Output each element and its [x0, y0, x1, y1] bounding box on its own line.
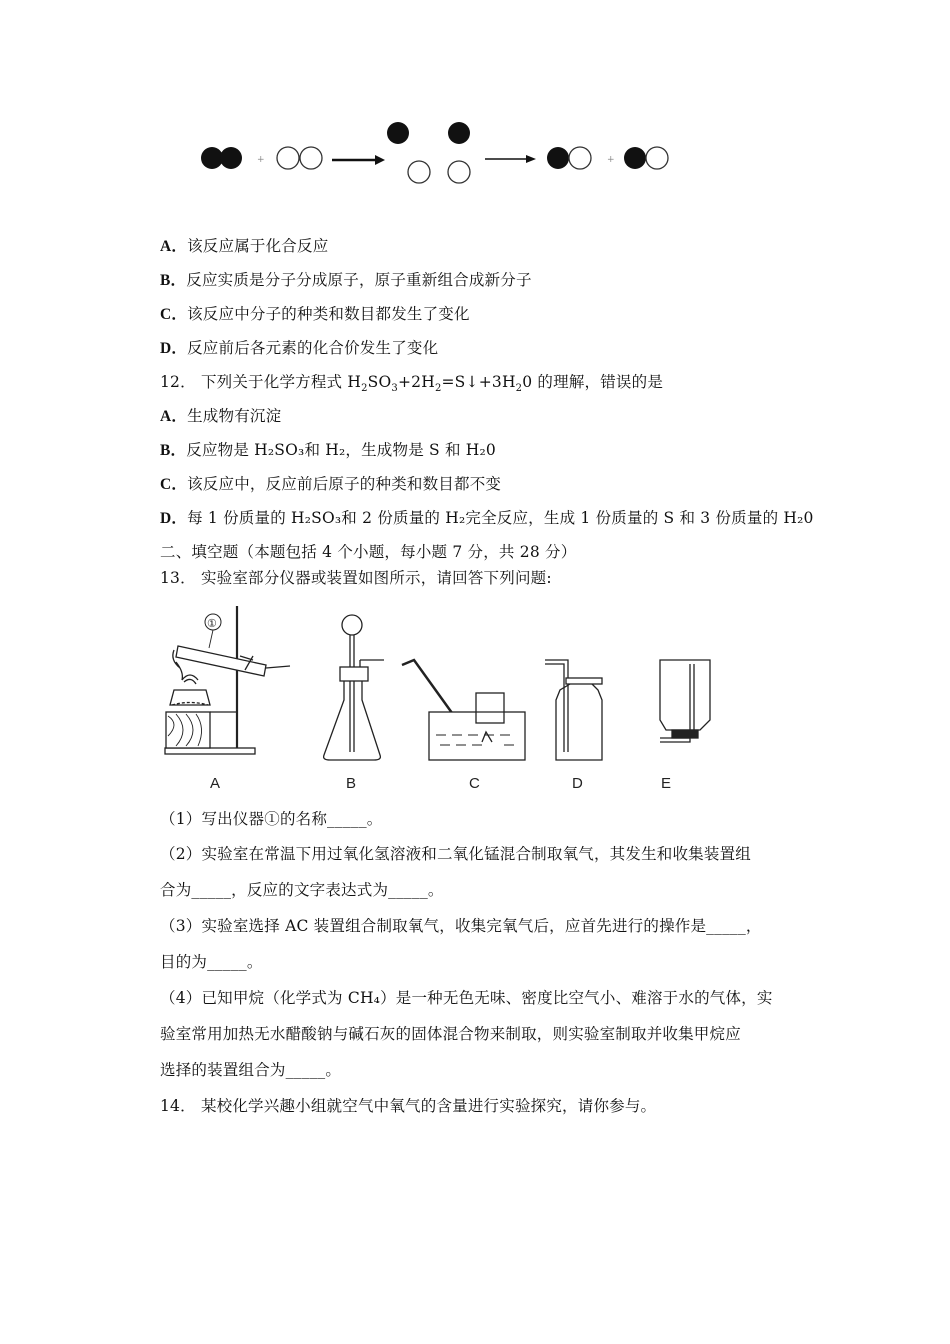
q11-option-a: A．该反应属于化合反应	[160, 237, 329, 255]
apparatus-label-e: E	[661, 775, 672, 792]
q12-option-d: D．每 1 份质量的 H₂SO₃和 2 份质量的 H₂完全反应，生成 1 份质量的 S 和 3 份质量的 H₂0	[160, 509, 814, 527]
q13-sub-4-line1: （4）已知甲烷（化学式为 CH₄）是一种无色无味、密度比空气小、难溶于水的气体，实	[160, 989, 773, 1007]
q13-sub-4-line2: 验室常用加热无水醋酸钠与碱石灰的固体混合物来制取，则实验室制取并收集甲烷应	[160, 1025, 741, 1043]
q11-option-d: D．反应前后各元素的化合价发生了变化	[160, 339, 439, 357]
plus-sign-1: +	[257, 155, 265, 165]
q12-option-a: A．生成物有沉淀	[160, 407, 282, 425]
apparatus-c	[402, 660, 525, 760]
marker-label: ①	[207, 617, 217, 630]
plus-sign-2: +	[607, 155, 615, 165]
q13-sub-3-line2: 目的为_____。	[160, 953, 263, 971]
q11-option-c: C．该反应中分子的种类和数目都发生了变化	[160, 305, 470, 323]
q12-stem: 12． 下列关于化学方程式 $H_2SO_3+2H_2=S↓+3H_20$ 的理解，错误的是	[160, 373, 664, 395]
q13-sub-3-line1: （3）实验室选择 AC 装置组合制取氧气，收集完氧气后，应首先进行的操作是_____，	[160, 917, 762, 935]
q13-stem: 13． 实验室部分仪器或装置如图所示，请回答下列问题:	[160, 569, 552, 587]
q13-sub-4-line3: 选择的装置组合为_____。	[160, 1061, 342, 1079]
apparatus-label-c: C	[469, 775, 480, 792]
apparatus-a	[165, 606, 290, 754]
q14-stem: 14． 某校化学兴趣小组就空气中氧气的含量进行实验探究，请你参与。	[160, 1097, 657, 1115]
apparatus-e	[660, 660, 710, 742]
q11-option-b: B．反应实质是分子分成原子，原子重新组合成新分子	[160, 271, 532, 289]
apparatus-d	[545, 660, 602, 760]
apparatus-label-b: B	[346, 775, 357, 792]
section-title: 二、填空题（本题包括 4 个小题，每小题 7 分，共 28 分）	[160, 543, 577, 561]
apparatus-label-d: D	[572, 775, 583, 792]
q13-sub-2-line1: （2）实验室在常温下用过氧化氢溶液和二氧化锰混合制取氧气，其发生和收集装置组	[160, 845, 751, 863]
q13-sub-2-line2: 合为_____，反应的文字表达式为_____。	[160, 881, 444, 899]
q12-option-b: B．反应物是 H₂SO₃和 H₂，生成物是 S 和 H₂0	[160, 441, 496, 459]
q13-sub-1: （1）写出仪器①的名称_____。	[160, 810, 383, 828]
apparatus-label-a: A	[210, 775, 221, 792]
apparatus-b	[324, 615, 384, 760]
q12-option-c: C．该反应中，反应前后原子的种类和数目都不变	[160, 475, 502, 493]
